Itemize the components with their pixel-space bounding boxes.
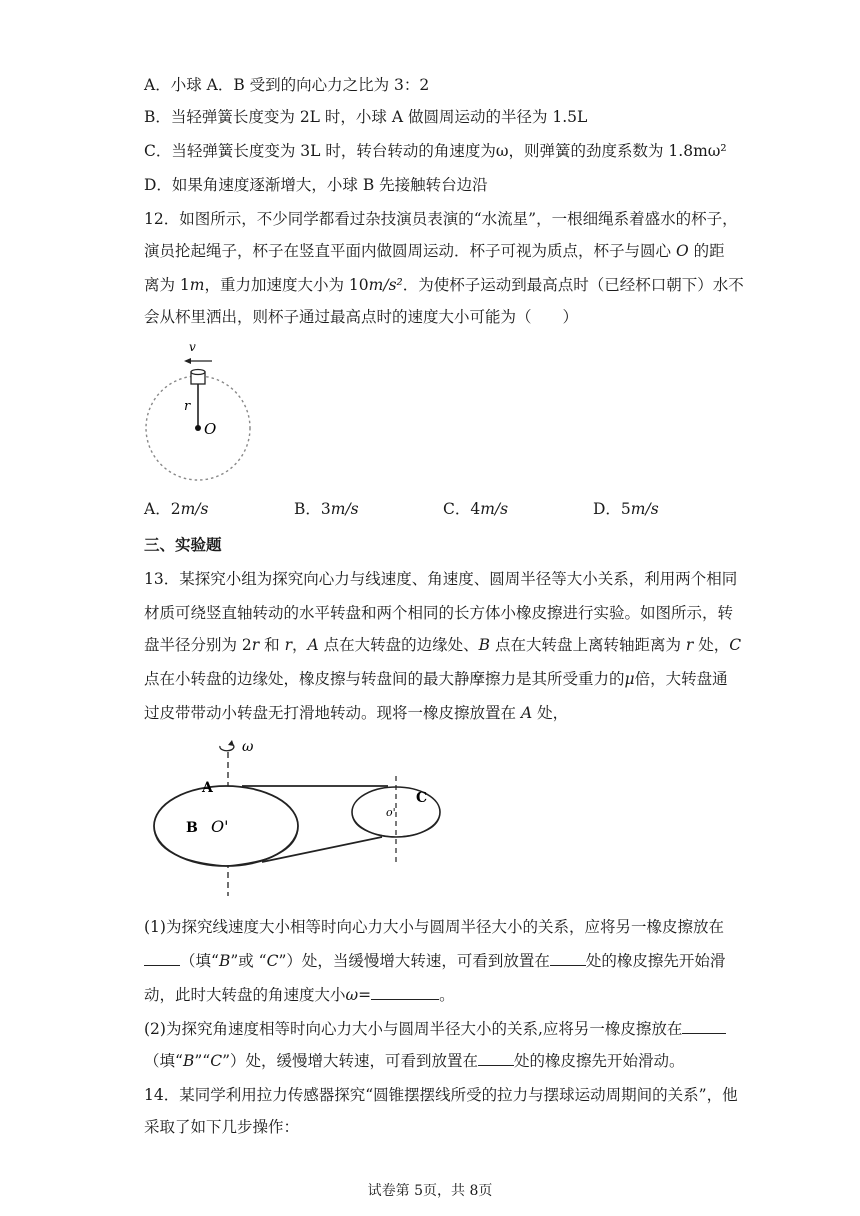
q13-part2-line-2: （填“B”“C”）处，缓慢增大转速，可看到放置在 处的橡皮擦先开始滑动。 bbox=[144, 1052, 685, 1070]
big-center-label: O' bbox=[211, 817, 229, 836]
point-a-label: A bbox=[202, 780, 213, 796]
point-c-label: C bbox=[416, 790, 428, 806]
r-label: r bbox=[184, 399, 191, 414]
q12-line-1: 12．如图所示，不少同学都看过杂技演员表演的“水流星”，一根细绳系着盛水的杯子， bbox=[144, 210, 738, 228]
center-dot bbox=[195, 425, 201, 431]
small-center-label: o' bbox=[386, 806, 396, 819]
answer-blank[interactable] bbox=[550, 951, 586, 966]
q13-line-4: 点在小转盘的边缘处，橡皮擦与转盘间的最大静摩擦力是其所受重力的μ倍，大转盘通 bbox=[144, 670, 728, 688]
omega-label: ω bbox=[242, 739, 254, 755]
answer-blank[interactable] bbox=[144, 951, 180, 966]
q12-option-a: A．2m/s bbox=[144, 500, 209, 518]
answer-blank[interactable] bbox=[371, 985, 439, 1000]
q12-line-3: 离为 1m，重力加速度大小为 10m/s²．为使杯子运动到最高点时（已经杯口朝下）水不 bbox=[144, 276, 744, 294]
q13-part1-line-2: （填“B”或 “C”）处，当缓慢增大转速，可看到放置在 处的橡皮擦先开始滑 bbox=[144, 950, 725, 972]
q13-part1-line-1: (1)为探究线速度大小相等时向心力大小与圆周半径大小的关系，应将另一橡皮擦放在 bbox=[144, 918, 724, 936]
q12-option-c: C．4m/s bbox=[443, 500, 509, 518]
v-label: v bbox=[189, 340, 196, 354]
q13-part2-line-1: (2)为探究角速度相等时向心力大小与圆周半径大小的关系,应将另一橡皮擦放在 bbox=[144, 1018, 726, 1040]
q13-line-1: 13．某探究小组为探究向心力与线速度、角速度、圆周半径等大小关系，利用两个相同 bbox=[144, 570, 738, 588]
q12-option-b: B．3m/s bbox=[294, 500, 359, 518]
q13-line-3: 盘半径分别为 2r 和 r，A 点在大转盘的边缘处、B 点在大转盘上离转轴距离为 r 处，C bbox=[144, 636, 742, 654]
q11-option-d: D．如果角速度逐渐增大，小球 B 先接触转台边沿 bbox=[144, 176, 488, 194]
q13-figure bbox=[150, 736, 450, 906]
q11-option-a: A．小球 A．B 受到的向心力之比为 3：2 bbox=[144, 76, 430, 94]
q12-line-4: 会从杯里洒出，则杯子通过最高点时的速度大小可能为（ ） bbox=[144, 308, 579, 326]
q14-line-2: 采取了如下几步操作： bbox=[144, 1118, 300, 1136]
answer-blank[interactable] bbox=[682, 1019, 726, 1034]
page-footer: 试卷第 5页，共 8页 bbox=[367, 1183, 493, 1199]
q11-option-c: C．当轻弹簧长度变为 3L 时，转台转动的角速度为ω，则弹簧的劲度系数为 1.8mω² bbox=[144, 142, 727, 160]
q13-line-5: 过皮带带动小转盘无打滑地转动。现将一橡皮擦放置在 A 处， bbox=[144, 704, 569, 722]
q13-part1-line-3: 动，此时大转盘的角速度大小ω= 。 bbox=[144, 986, 455, 1004]
answer-blank[interactable] bbox=[478, 1051, 514, 1066]
section-title: 三、实验题 bbox=[144, 535, 222, 554]
q14-line-1: 14．某同学利用拉力传感器探究“圆锥摆摆线所受的拉力与摆球运动周期间的关系”，他 bbox=[144, 1086, 738, 1104]
q12-figure bbox=[140, 338, 270, 488]
q13-line-2: 材质可绕竖直轴转动的水平转盘和两个相同的长方体小橡皮擦进行实验。如图所示，转 bbox=[144, 604, 734, 622]
q11-option-b: B．当轻弹簧长度变为 2L 时，小球 A 做圆周运动的半径为 1.5L bbox=[144, 108, 588, 126]
point-b-label: B bbox=[186, 820, 198, 836]
q12-option-d: D．5m/s bbox=[593, 500, 659, 518]
q12-line-2: 演员抡起绳子，杯子在竖直平面内做圆周运动．杯子可视为质点，杯子与圆心 O 的距 bbox=[144, 242, 725, 260]
o-label: O bbox=[204, 420, 217, 438]
